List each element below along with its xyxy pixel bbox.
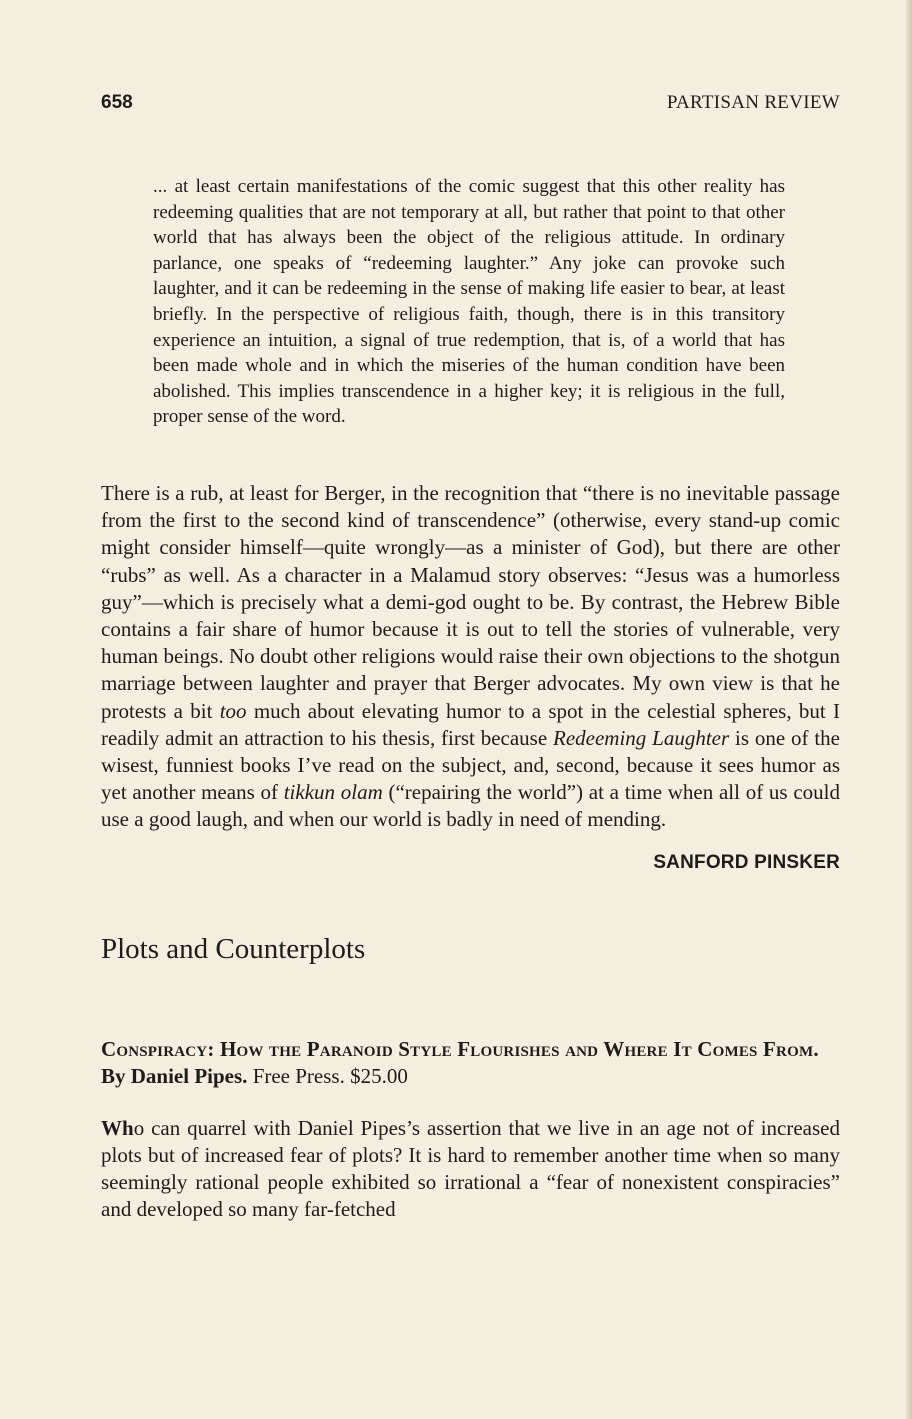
review-paragraph — [101, 1115, 840, 1224]
section-title: Plots and Counterplots — [101, 932, 366, 965]
hebrew-phrase-italic: tikkun olam — [283, 780, 383, 805]
body-text: (“repairing the world”) at a time when all of us could use a good laugh, and when our world is badly in need of mending. — [101, 780, 840, 832]
body-text: There is a rub, at least for Berger, in the recognition that “there is no inevitable passage from the first to the second kind of transcendence” (otherwise, every stand-up comic might consider himself—quite wrongly—as a minister of God), but there are other “rubs” as well. As a character in a Malamud story observes: “Jesus was a humorless guy”—which is precisely what a demi-god ought to be. By contrast, the Hebrew Bible contains a fair share of humor because it is out to tell the stories of vulnerable, very human beings. No doubt other religions would raise their own objections to the shotgun marriage between laughter and prayer that Berger advocates. My own view is that he protests a bit — [101, 480, 840, 723]
body-paragraph — [101, 480, 840, 834]
book-title: Conspiracy: How the Paranoid Style Flourishes and Where It Comes From. — [101, 1036, 819, 1061]
block-quote: ... at least certain manifestations of the comic suggest that this other reality has redeeming qualities that are not temporary at all, but rather that point to that other world that has always been the object of the religious attitude. In ordinary parlance, one speaks of “redeeming laughter.” Any joke can provoke such laughter, and it can be redeeming in the sense of making life easier to bear, at least briefly. In the perspective of religious faith, though, there is in this transitory experience an intuition, a signal of true redemption, that is, of a world that has been made whole and in which the miseries of the human condition have been abolished. This implies transcendence in a higher key; it is religious in the full, proper sense of the word. — [153, 176, 785, 428]
lead-in-letters: Wh — [101, 1115, 134, 1140]
page-number: 658 — [101, 92, 133, 113]
page-edge — [906, 0, 912, 1419]
journal-title: PARTISAN REVIEW — [666, 92, 840, 113]
author-signature: SANFORD PINSKER — [653, 851, 840, 873]
book-publisher-price: Free Press. $25.00 — [252, 1064, 408, 1089]
book-citation — [101, 1036, 840, 1091]
running-header — [101, 92, 840, 122]
book-author: By Daniel Pipes. — [101, 1064, 248, 1089]
italic-emphasis: too — [219, 698, 247, 723]
review-text: o can quarrel with Daniel Pipes’s assertion that we live in an age not of increased plots but of increased fear of plots? It is hard to remember another time when so many seemingly rational people exhibited so irrational a “fear of nonexistent conspiracies” and developed so many far-fetched — [101, 1115, 840, 1222]
book-title-italic: Redeeming Laughter — [553, 725, 730, 750]
body-text: much about elevating humor to a spot in the celestial spheres, but I readily admit an attraction to his thesis, first because — [101, 698, 840, 750]
page — [101, 92, 840, 1244]
body-text: is one of the wisest, funniest books I’ve read on the subject, and, second, because it sees humor as yet another means of — [101, 725, 840, 805]
